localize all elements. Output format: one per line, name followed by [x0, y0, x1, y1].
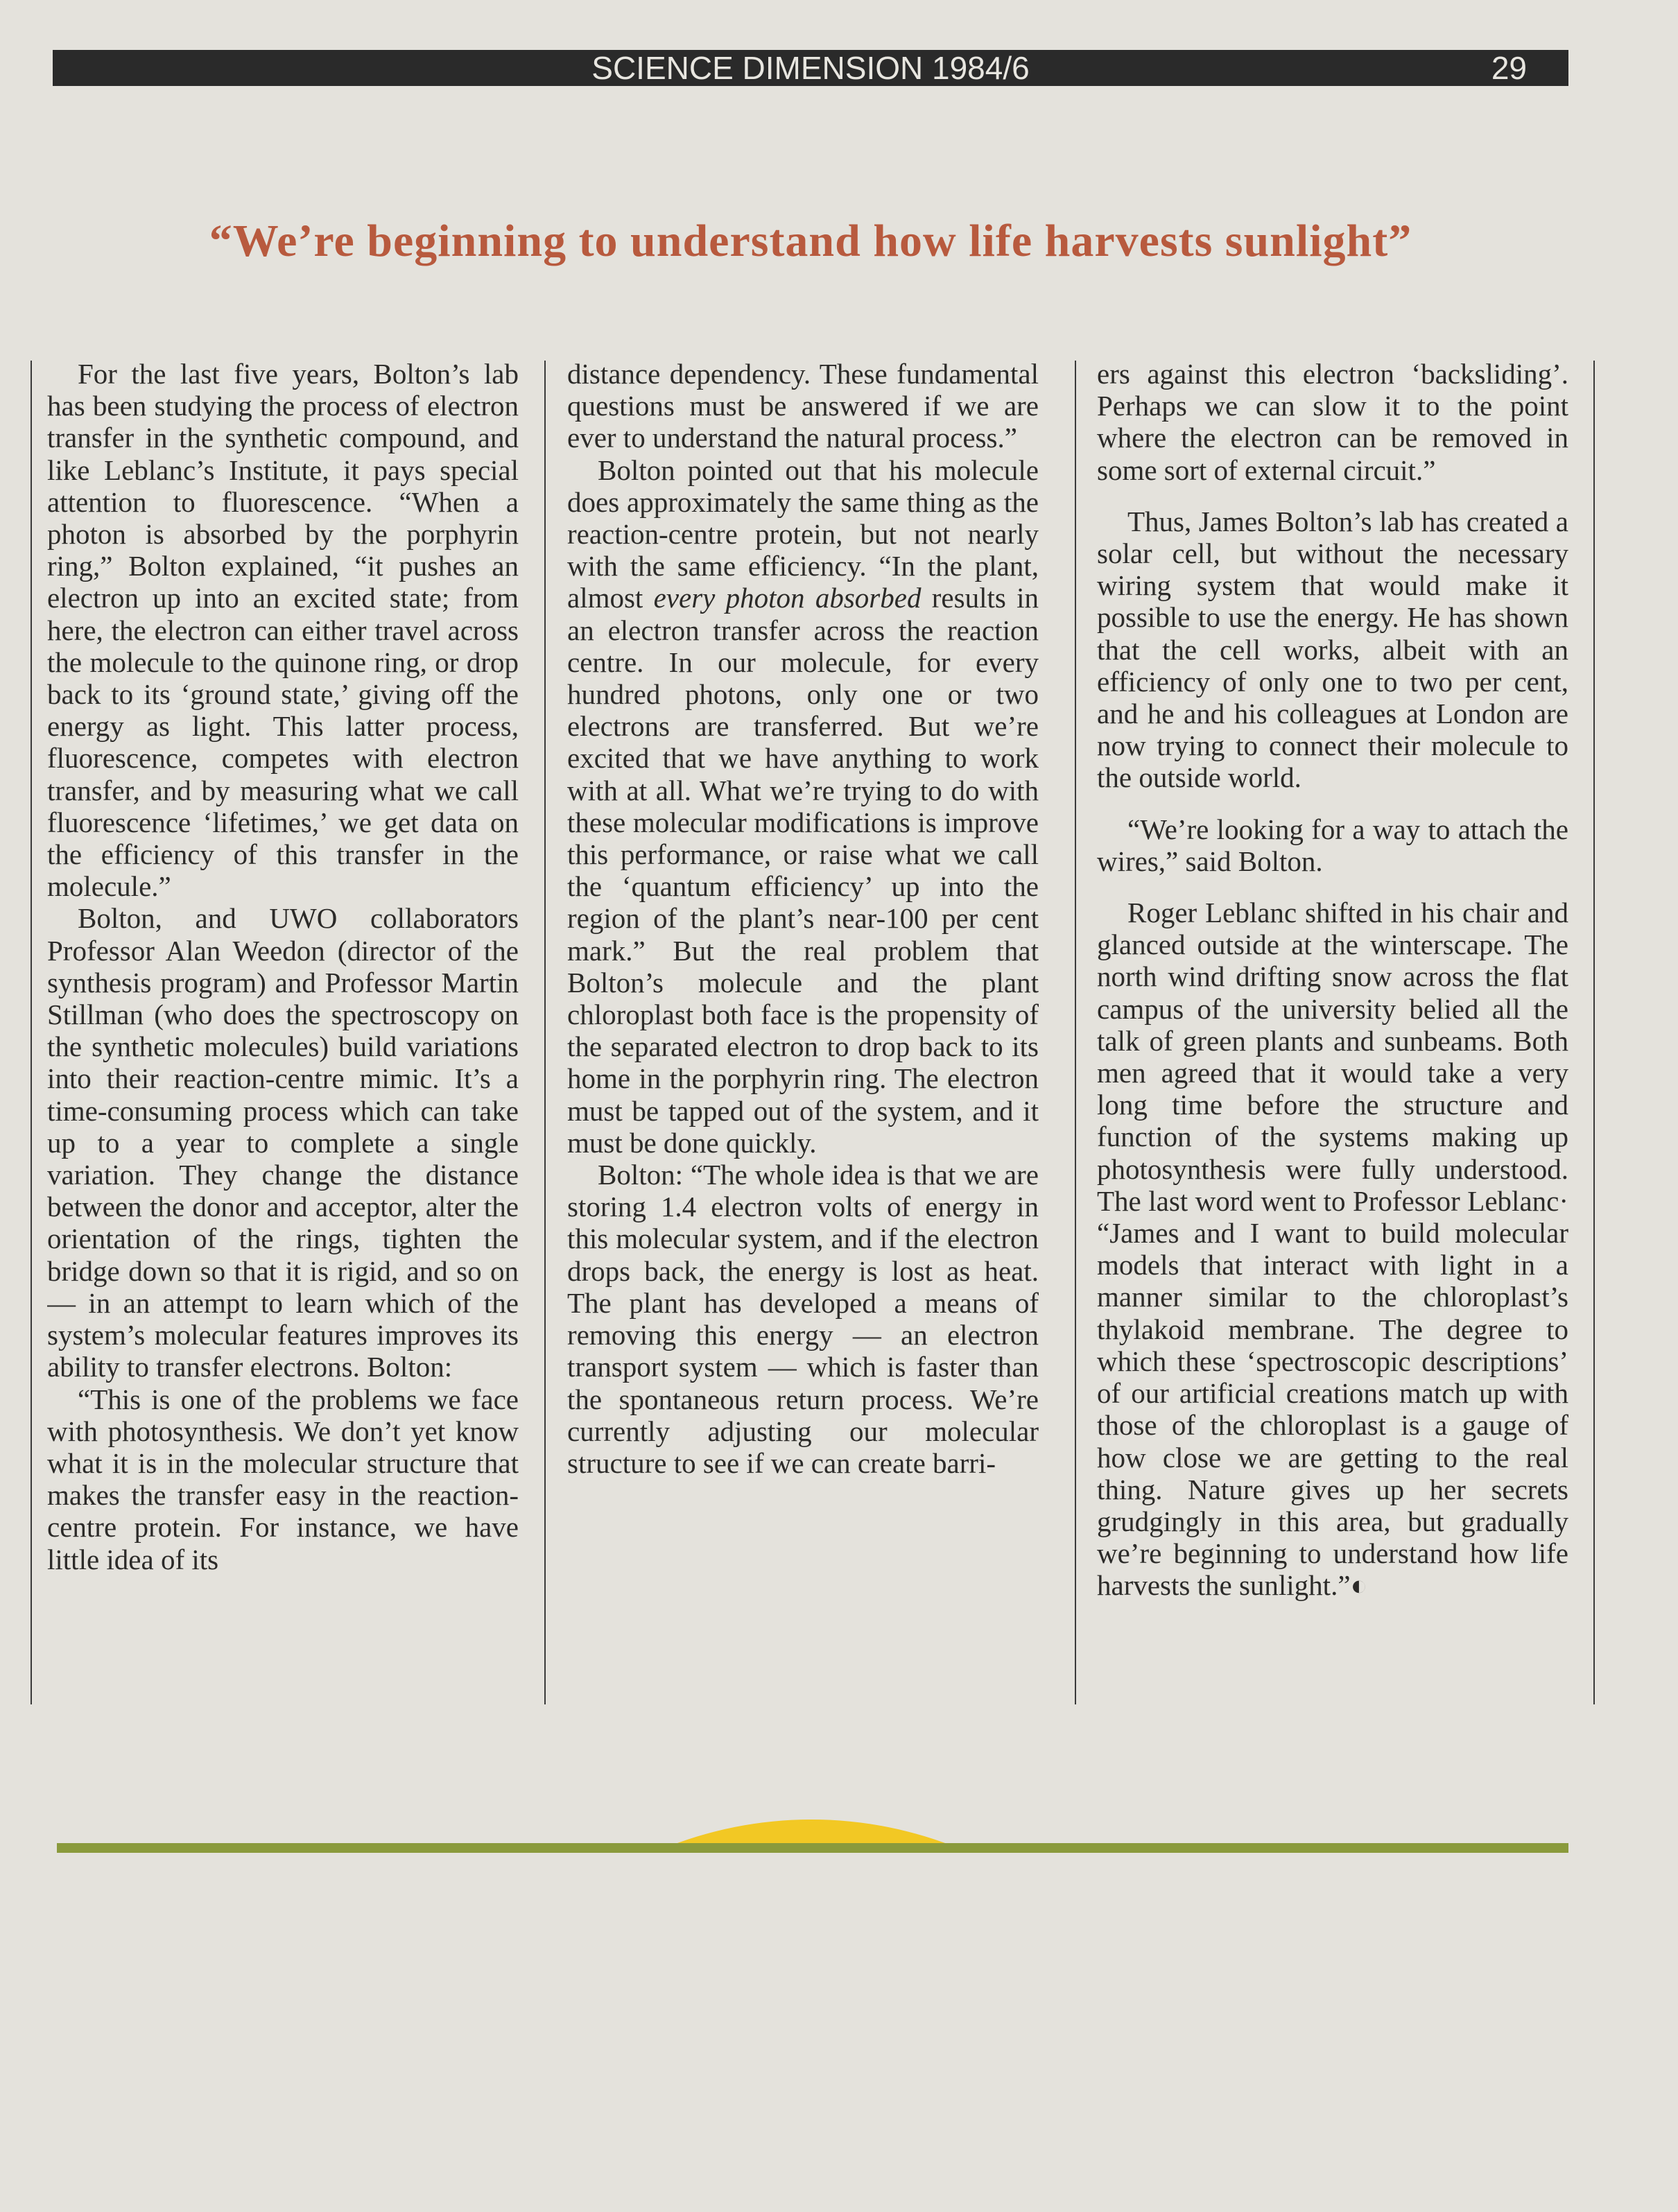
paragraph: Thus, James Bolton’s lab has created a solar cell, but without the necessary wiring system that would make it possible to use the energy. He has shown that the cell works, albeit with an efficiency of only one to two per cent, and he and his colleagues at London are now trying to connect their molecule to the outside world. — [1097, 505, 1568, 794]
paragraph: “We’re looking for a way to attach the wires,” said Bolton. — [1097, 813, 1568, 877]
paragraph: “This is one of the problems we face with photosynthesis. We don’t yet know what it is in the molecular structure that makes the transfer easy in the reaction-centre protein. For instance, we have little idea of its — [47, 1383, 519, 1575]
sun-shape — [419, 1820, 1204, 2212]
article-headline: “We’re beginning to understand how life harvests sunlight” — [209, 216, 1412, 266]
paragraph: distance dependency. These fundamental questions must be answered if we are ever to understand the natural process.” — [567, 358, 1039, 454]
header-bar — [53, 50, 1568, 86]
page-number: 29 — [1491, 50, 1527, 86]
paragraph-text: Bolton pointed out that his molecule does approximately the same thing as the reaction-centre protein, but not nearly with the same efficiency. “In the plant, almost — [567, 453, 1039, 614]
ground-below-horizon — [0, 1853, 1678, 2212]
emphasis-text: every photon absorbed — [653, 582, 922, 614]
horizon-line — [57, 1843, 1568, 1853]
column-rule-right — [1593, 361, 1595, 1704]
magazine-issue-title: SCIENCE DIMENSION 1984/6 — [591, 50, 1030, 86]
paragraph — [1097, 897, 1568, 1601]
text-column-2 — [567, 358, 1039, 1706]
column-rule-middle-right — [1075, 361, 1076, 1704]
column-rule-middle-left — [544, 361, 546, 1704]
paragraph — [567, 454, 1039, 1159]
paragraph: ers against this electron ‘backsliding’. Perhaps we can slow it to the point where the electron can be removed in some sort of external circuit.” — [1097, 358, 1568, 486]
column-rule-left — [31, 361, 32, 1704]
text-column-3 — [1097, 358, 1568, 1706]
paragraph-text: Roger Leblanc shifted in his chair and glanced outside at the winterscape. The north wind drifting snow across the flat campus of the university belied all the talk of green plants and sunbeams. Both men agreed that it would take a very long time before the structure and function of the systems making up photosynthesis were fully understood. The last word went to Professor Leblanc· “James and I want to build molecular models that interact with light in a manner similar to the chloroplast’s thylakoid membrane. The degree to which these ‘spectroscopic descriptions’ of our artificial creations match up with those of the chloroplast is a gauge of how close we are getting to the real thing. Nature gives up her secrets grudgingly in this area, but gradually we’re beginning to understand how life harvests the sunlight.” — [1097, 897, 1568, 1602]
text-column-1 — [47, 358, 519, 1706]
paragraph: Bolton, and UWO collaborators Professor Alan Weedon (director of the synthesis program) and Professor Martin Stillman (who does the spectroscopy on the synthetic molecules) build variations into their reaction-centre mimic. It’s a time-consuming process which can take up to a year to complete a single variation. They change the distance between the donor and acceptor, alter the orientation of the rings, tighten the bridge down so that it is rigid, and so on — in an attempt to learn which of the system’s molecular features improves its ability to transfer electrons. Bolton: — [47, 902, 519, 1383]
paragraph-text: results in an electron transfer across the reaction centre. In our molecule, for every hundred photons, only one or two electrons are transferred. But we’re excited that we have anything to work with at all. What we’re trying to do with these molecular modifications is improve this performance, or raise what we call the ‘quantum efficiency’ up into the region of the plant’s near-100 per cent mark.” But the real problem that Bolton’s molecule and the plant chloroplast both face is the propensity of the separated electron to drop back to its home in the porphyrin ring. The electron must be tapped out of the system, and it must be done quickly. — [567, 582, 1039, 1159]
end-mark-icon: ◐ — [1350, 1569, 1368, 1602]
paragraph: For the last five years, Bolton’s lab has been studying the process of electron transfer in the synthetic compound, and like Leblanc’s Institute, it pays special attention to fluorescence. “When a photon is absorbed by the porphyrin ring,” Bolton explained, “it pushes an electron up into an excited state; from here, the electron can either travel across the molecule to the quinone ring, or drop back to its ‘ground state,’ giving off the energy as light. This latter process, fluorescence, competes with electron transfer, and by measuring what we call fluorescence ‘lifetimes,’ we get data on the efficiency of this transfer in the molecule.” — [47, 358, 519, 903]
paragraph: Bolton: “The whole idea is that we are storing 1.4 electron volts of energy in this molecular system, and if the electron drops back, the energy is lost as heat. The plant has developed a means of removing this energy — an electron transport system — which is faster than the spontaneous return process. We’re currently adjusting our molecular structure to see if we can create barri- — [567, 1159, 1039, 1479]
